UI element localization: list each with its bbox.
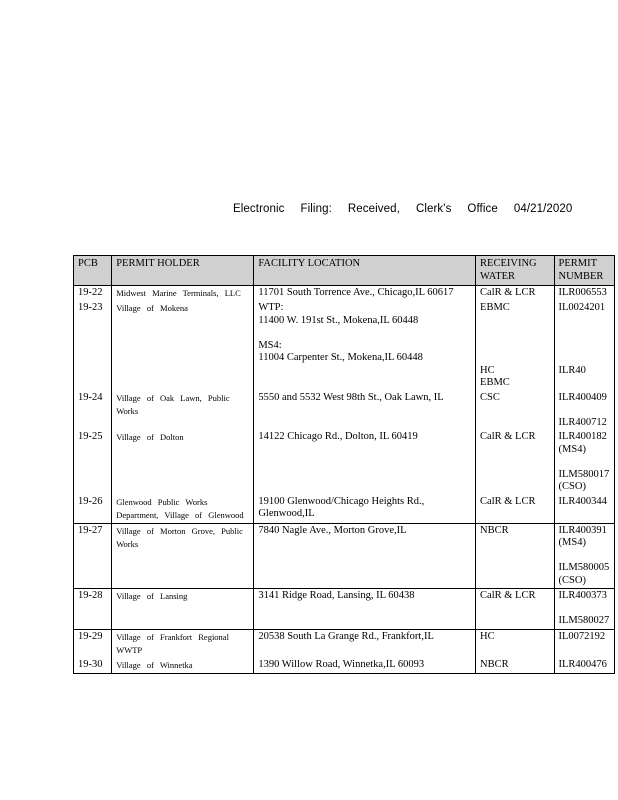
cell-facility-location: 20538 South La Grange Rd., Frankfort,IL: [254, 629, 476, 658]
electronic-filing-stamp: [233, 203, 588, 215]
cell-permit-number: IL0072192: [554, 629, 614, 658]
permit-table: [73, 255, 615, 674]
cell-facility-location: 11701 South Torrence Ave., Chicago,IL 60617: [254, 286, 476, 302]
cell-permit-holder: Village of Mokena: [112, 301, 254, 391]
table-header: [74, 256, 615, 286]
cell-facility-location: 3141 Ridge Road, Lansing, IL 60438: [254, 589, 476, 630]
stamp-word: Clerk's: [415, 203, 452, 215]
cell-permit-holder: Village of Oak Lawn, Public Works: [112, 391, 254, 431]
cell-pcb: 19-24: [74, 391, 112, 431]
cell-pcb: 19-28: [74, 589, 112, 630]
cell-permit-number: ILR400182 (MS4) ILM580017 (CSO): [554, 430, 614, 495]
stamp-word: Received,: [347, 203, 400, 215]
cell-permit-holder: Village of Dolton: [112, 430, 254, 495]
cell-receiving-water: NBCR: [476, 658, 554, 674]
header-row: [74, 256, 615, 286]
header-facility-location: FACILITY LOCATION: [254, 256, 476, 286]
cell-permit-number: ILR006553: [554, 286, 614, 302]
cell-permit-number: ILR400391 (MS4) ILM580005 (CSO): [554, 523, 614, 589]
cell-permit-number: ILR400373 ILM580027: [554, 589, 614, 630]
cell-facility-location: 19100 Glenwood/Chicago Heights Rd., Glenwood,IL: [254, 495, 476, 524]
cell-permit-number: ILR400476: [554, 658, 614, 674]
table-row: [74, 430, 615, 495]
table-row: [74, 286, 615, 302]
cell-pcb: 19-26: [74, 495, 112, 524]
table-row: [74, 523, 615, 589]
header-permit-number: PERMIT NUMBER: [554, 256, 614, 286]
table-row: [74, 391, 615, 431]
cell-permit-number: IL0024201 ILR40: [554, 301, 614, 391]
cell-receiving-water: HC: [476, 629, 554, 658]
cell-permit-holder: Village of Morton Grove, Public Works: [112, 523, 254, 589]
cell-facility-location: 7840 Nagle Ave., Morton Grove,IL: [254, 523, 476, 589]
cell-receiving-water: CSC: [476, 391, 554, 431]
table-body: [74, 286, 615, 674]
cell-receiving-water: NBCR: [476, 523, 554, 589]
header-receiving-water: RECEIVING WATER: [476, 256, 554, 286]
cell-pcb: 19-29: [74, 629, 112, 658]
stamp-word: Electronic: [233, 203, 285, 215]
cell-permit-number: ILR400344: [554, 495, 614, 524]
cell-permit-holder: Village of Frankfort Regional WWTP: [112, 629, 254, 658]
cell-receiving-water: CalR & LCR: [476, 286, 554, 302]
cell-facility-location: 5550 and 5532 West 98th St., Oak Lawn, IL: [254, 391, 476, 431]
stamp-word: Office: [467, 203, 498, 215]
cell-receiving-water: EBMC HC EBMC: [476, 301, 554, 391]
table-row: [74, 301, 615, 391]
cell-receiving-water: CalR & LCR: [476, 495, 554, 524]
cell-facility-location: WTP: 11400 W. 191st St., Mokena,IL 60448 MS4: 11004 Carpenter St., Mokena,IL 60448: [254, 301, 476, 391]
cell-pcb: 19-30: [74, 658, 112, 674]
cell-pcb: 19-27: [74, 523, 112, 589]
cell-pcb: 19-25: [74, 430, 112, 495]
header-permit-holder: PERMIT HOLDER: [112, 256, 254, 286]
table-row: [74, 658, 615, 674]
cell-pcb: 19-22: [74, 286, 112, 302]
cell-permit-holder: Village of Lansing: [112, 589, 254, 630]
stamp-word: Filing:: [300, 203, 332, 215]
cell-permit-holder: Midwest Marine Terminals, LLC: [112, 286, 254, 302]
table-row: [74, 589, 615, 630]
cell-permit-number: ILR400409 ILR400712: [554, 391, 614, 431]
header-pcb: PCB: [74, 256, 112, 286]
cell-facility-location: 1390 Willow Road, Winnetka,IL 60093: [254, 658, 476, 674]
table-row: [74, 629, 615, 658]
cell-permit-holder: Village of Winnetka: [112, 658, 254, 674]
cell-permit-holder: Glenwood Public Works Department, Village of Glenwood: [112, 495, 254, 524]
stamp-date: 04/21/2020: [513, 203, 573, 215]
table-row: [74, 495, 615, 524]
cell-receiving-water: CalR & LCR: [476, 589, 554, 630]
cell-facility-location: 14122 Chicago Rd., Dolton, IL 60419: [254, 430, 476, 495]
cell-pcb: 19-23: [74, 301, 112, 391]
cell-receiving-water: CalR & LCR: [476, 430, 554, 495]
